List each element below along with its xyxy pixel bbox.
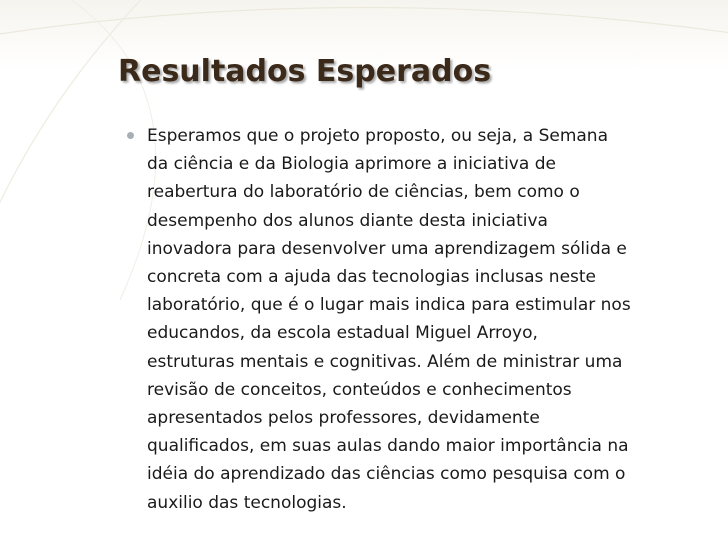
bullet-line: auxilio das tecnologias.	[147, 492, 347, 513]
bullet-line: inovadora para desenvolver uma aprendizagem sólida e	[147, 238, 627, 259]
bullet-line: estruturas mentais e cognitivas. Além de ministrar uma	[147, 351, 623, 372]
bullet-line: apresentados pelos professores, devidamente	[147, 408, 540, 429]
bullet-line: revisão de conceitos, conteúdos e conhecimentos	[147, 379, 572, 400]
bullet-list	[127, 122, 712, 517]
bullet-text	[147, 122, 712, 517]
bullet-line: idéia do aprendizado das ciências como pesquisa com o	[147, 464, 626, 485]
bullet-line: educandos, da escola estadual Miguel Arroyo,	[147, 323, 538, 344]
bullet-line: qualificados, em suas aulas dando maior importância na	[147, 436, 629, 457]
bullet-line: desempenho dos alunos diante desta iniciativa	[147, 210, 548, 231]
bullet-item	[127, 122, 712, 517]
bullet-line: da ciência e da Biologia aprimore a iniciativa de	[147, 154, 556, 175]
bullet-line: reabertura do laboratório de ciências, bem como o	[147, 182, 580, 203]
slide-title: Resultados Esperados	[118, 54, 492, 89]
bullet-line: concreta com a ajuda das tecnologias inclusas neste	[147, 267, 597, 288]
bullet-line: laboratório, que é o lugar mais indica para estimular nos	[147, 295, 631, 316]
bullet-line: Esperamos que o projeto proposto, ou seja, a Semana	[147, 126, 608, 146]
bullet-dot-icon	[127, 132, 134, 139]
